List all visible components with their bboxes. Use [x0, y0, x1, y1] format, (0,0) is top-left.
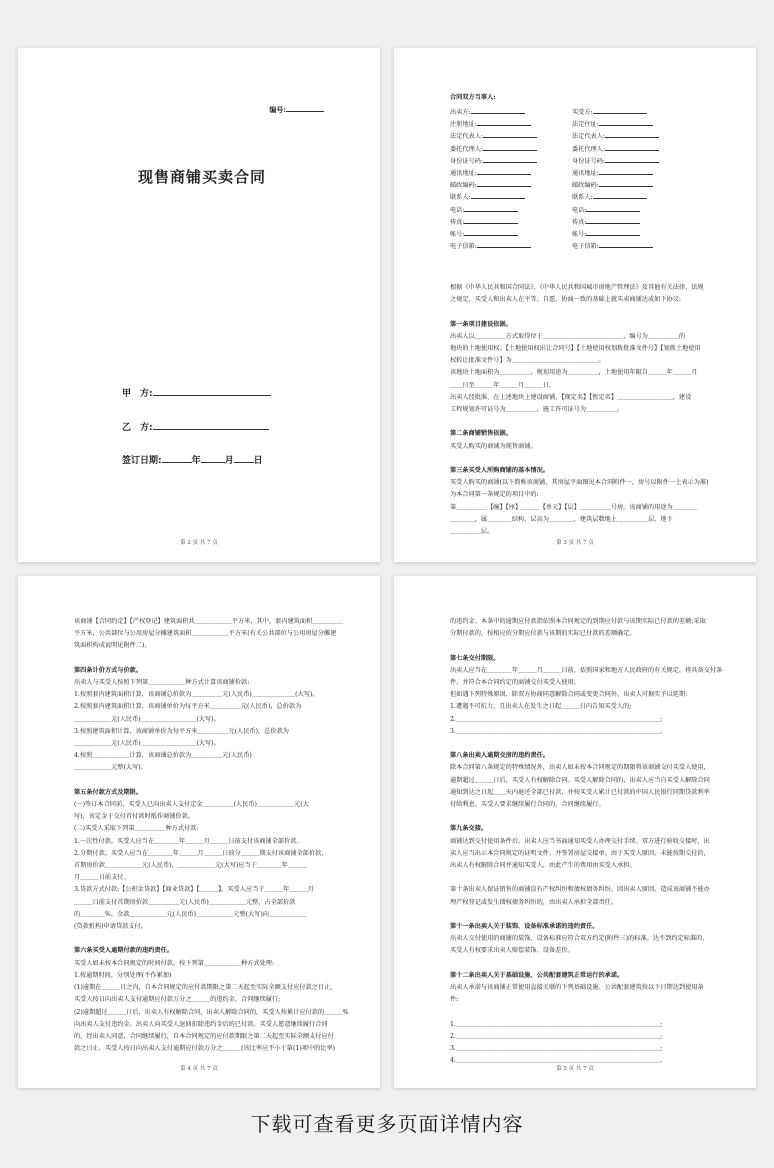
party-field — [572, 130, 659, 142]
party-field-label: 出卖方: — [450, 109, 471, 116]
body-line: 4.＿＿＿＿＿＿＿＿＿＿＿＿＿＿＿＿＿＿＿＿＿＿＿＿＿＿＿＿＿＿＿＿＿。 — [450, 1057, 667, 1065]
body-line: 2.＿＿＿＿＿＿＿＿＿＿＿＿＿＿＿＿＿＿＿＿＿＿＿＿＿＿＿＿＿＿＿＿＿; — [450, 715, 663, 723]
sign-date-label: 签订日期: — [122, 456, 162, 466]
party-a-blank — [153, 386, 271, 396]
party-field-blank — [471, 106, 525, 114]
contract-number-blank — [286, 104, 324, 112]
party-field — [572, 179, 659, 191]
body-line: 为本合同第一条规定的项目中的: — [450, 491, 539, 499]
body-line: 筑面积构成说明见附件二)。 — [74, 642, 151, 650]
page-cover — [18, 48, 380, 562]
party-field — [450, 130, 537, 142]
body-line: 出卖人与买受人按照下列第＿＿＿＿＿＿种方式计算该商铺价款: — [74, 679, 250, 687]
body-line: (一)签订本合同前，买受人已向出卖人支付定金＿＿＿＿＿(人民币)＿＿＿＿＿＿元(大 — [74, 801, 309, 809]
body-line: 件，并符合本合同约定的商铺交付买受人使用。 — [450, 679, 580, 687]
party-field-blank — [599, 179, 653, 187]
body-line: 4.按照＿＿＿＿＿＿计算，该商铺总价款为＿＿＿＿＿元(人民币) — [74, 752, 252, 760]
body-line: 的，经出卖人同意，合同继续履行，自本合同规定的应付款期限之第二天起至实际全额支付应付 — [74, 1032, 334, 1040]
party-field — [450, 179, 537, 191]
body-line: ＿＿＿＿，属＿＿＿＿结构，层高为＿＿＿＿，建筑层数地上＿＿＿＿＿层，地下 — [450, 515, 673, 523]
party-field-blank — [464, 228, 518, 236]
party-field-label: 电子信箱: — [450, 243, 477, 251]
party-field — [572, 191, 659, 203]
body-line: 出卖人以＿＿＿＿＿方式取得位于＿＿＿＿＿＿＿＿＿＿＿＿＿，编号为＿＿＿＿＿的 — [450, 332, 686, 340]
body-line: 地块的土地使用权。【土地使用权出让合同号】【土地使用权划拨批准文件号】【划拨土地使用 — [450, 345, 701, 353]
body-line: 2.＿＿＿＿＿＿＿＿＿＿＿＿＿＿＿＿＿＿＿＿＿＿＿＿＿＿＿＿＿＿＿＿＿; — [450, 1032, 663, 1040]
body-line: 买受人购买的商铺为现售商铺。 — [450, 442, 537, 450]
body-line: 款之日止，买受人按日向出卖人支付逾期应付款万分之＿＿＿(该比率应不小于第(1)项中的比率) — [74, 1045, 336, 1053]
body-line: 2.按照套内建筑面积计算，该商铺单价为每平方米＿＿＿＿＿元(人民币)，总价款为 — [74, 703, 302, 711]
article-heading: 第五条付款方式及期限。 — [74, 788, 143, 796]
party-field-label: 通讯地址: — [450, 170, 477, 178]
article-heading: 第一条项目建设依据。 — [450, 320, 512, 328]
body-line: 工程规划许可证号为＿＿＿＿＿，施工许可证号为＿＿＿＿＿。 — [450, 406, 624, 414]
body-line: ＿＿＿＿＿＿元(人民币)＿＿＿＿＿＿＿＿＿(大写)。 — [74, 715, 220, 723]
party-field-blank — [593, 106, 647, 114]
sign-date-line — [122, 453, 263, 466]
buyer-fields — [572, 106, 659, 252]
party-field-blank — [586, 216, 640, 224]
body-line: 买受人按日向出卖人支付逾期应付款万分之＿＿＿的违约金，合同继续履行; — [74, 996, 281, 1004]
party-field-label: 委托代理人: — [450, 145, 484, 153]
party-field-label: 电子信箱: — [572, 243, 599, 251]
body-line: 1.按照套内建筑面积计算，该商铺总价款为＿＿＿＿＿元(人民币)＿＿＿＿＿＿＿(大写)。 — [74, 691, 319, 699]
body-line — [450, 306, 726, 318]
party-field-label: 电话: — [572, 206, 587, 214]
body-line: ＿＿＿＿＿＿元整(大写)。 — [74, 764, 147, 772]
party-field — [450, 167, 537, 179]
party-field — [572, 167, 659, 179]
body-line: 出卖人交付使用的商铺的装饰、设备标准应符合双方约定(附件三)的标准。达不到约定标准的， — [450, 935, 709, 943]
body-line: 买受人如未按本合同规定的时间付款，按下列第＿＿＿＿＿＿种方式处理: — [74, 959, 275, 967]
body-line: 通知到达之日起＿＿天内退还全部已付款，并按买受人累计已付款的中国人民银行同期贷款利率 — [450, 788, 710, 796]
page-5-body — [450, 616, 726, 1068]
body-line: (贷款机构)申请贷款支付。 — [74, 923, 147, 931]
party-b-blank — [153, 420, 269, 430]
party-field — [450, 118, 537, 130]
body-line: ＿＿日至＿＿＿年＿＿＿月＿＿＿日。 — [450, 381, 556, 389]
body-line: 除本合同第八条规定的特殊情况外，出卖人如未按本合同规定的期限将该商铺交付买受人使用， — [450, 764, 710, 772]
party-field-label: 身份证号码: — [450, 157, 484, 165]
party-field-blank — [471, 191, 525, 199]
party-field-label: 联系人: — [450, 194, 471, 202]
party-field-blank — [586, 204, 640, 212]
party-field-label: 通讯地址: — [572, 170, 599, 178]
body-line: 权转让批准文件号】为＿＿＿＿＿＿＿＿＿＿＿＿＿＿。 — [450, 357, 605, 365]
contract-number — [269, 104, 324, 115]
body-line: 首期房价款＿＿＿＿＿＿元(人民币)，＿＿＿＿＿＿元(大写)应当于＿＿＿＿年＿＿＿ — [74, 862, 307, 870]
article-heading: 第九条交接。 — [450, 825, 488, 833]
party-field — [572, 143, 659, 155]
body-line: 3.＿＿＿＿＿＿＿＿＿＿＿＿＿＿＿＿＿＿＿＿＿＿＿＿＿＿＿＿＿＿＿＿＿; — [450, 1045, 663, 1053]
body-line: 卖人应当出示本合同规定的证明文件，并签署房屋交接单。由于买受人原因，未能按期交付的， — [450, 849, 710, 857]
body-line: 根据《中华人民共和国合同法》、《中华人民共和国城市房地产管理法》及其他有关法律、法规 — [450, 284, 704, 291]
party-field-label: 传真: — [450, 218, 465, 226]
party-field-label: 法定代表人: — [572, 133, 606, 141]
party-field-label: 邮政编码: — [450, 182, 477, 190]
day-label: 日 — [253, 456, 263, 466]
party-field-blank — [605, 143, 659, 151]
body-line — [74, 653, 350, 665]
body-line: 出卖人有权解除合同并通知买受人，由此产生的费用由买受人承担。 — [450, 862, 636, 870]
party-field-label: 帐号: — [572, 231, 587, 239]
page-5 — [394, 576, 756, 1088]
party-field — [450, 240, 537, 252]
body-line: 理产权登记或发生债权债务纠纷的，由出卖人承担全部责任。 — [450, 898, 618, 906]
party-field-blank — [477, 167, 531, 175]
party-field-blank — [483, 143, 537, 151]
body-line: 第＿＿＿＿＿【幢】【座】＿＿＿【单元】【层】＿＿＿＿＿号房。该商铺的用途为＿＿＿＿ — [450, 503, 698, 511]
party-field-blank — [464, 216, 518, 224]
seller-fields — [450, 106, 537, 252]
body-line: ＿＿＿＿＿层。 — [450, 528, 494, 536]
party-field-blank — [483, 155, 537, 163]
party-b-line — [122, 420, 269, 433]
body-line: 平方米，公共部位与公用房屋分摊建筑面积＿＿＿＿＿＿平方米(有关公共部位与公用房屋分摊建 — [74, 630, 337, 638]
body-line — [450, 453, 726, 465]
party-field-blank — [599, 240, 653, 248]
party-field-blank — [477, 179, 531, 187]
year-blank — [162, 453, 192, 463]
party-field — [572, 228, 659, 240]
page-footer: 第 5 页 共 7 页 — [556, 1066, 594, 1072]
year-label: 年 — [191, 456, 201, 466]
party-field-blank — [605, 155, 659, 163]
party-field — [450, 143, 537, 155]
body-line: 1.遭遇不可抗力，且出卖人在发生之日起＿＿＿日内告知买受人的; — [450, 703, 632, 711]
party-field — [572, 216, 659, 228]
party-field-label: 法定代表人: — [450, 133, 484, 141]
page-3 — [394, 48, 756, 562]
body-line: 第十条出卖人保证销售的商铺没有产权纠纷和债权债务纠纷。因出卖人原因，造成该商铺不能办 — [450, 886, 710, 894]
page-4 — [18, 576, 380, 1088]
body-line: 1.按逾期时间，分别处理(不作累加) — [74, 971, 172, 979]
page-footer: 第 4 页 共 7 页 — [180, 1066, 218, 1072]
party-field-label: 电话: — [450, 206, 465, 214]
document-title: 现售商铺买卖合同 — [138, 168, 267, 186]
party-field — [572, 118, 659, 130]
body-line: 但如遇下列特殊原因，除双方协商同意解除合同或变更合同外，出卖人可据实予以延期: — [450, 691, 688, 699]
body-line: 2.分期付款。买受人应当在＿＿＿＿年＿＿＿月＿＿＿日前分＿＿＿期支付该商铺全部价款， — [74, 849, 328, 857]
body-line: 分期付款的，按相应的分期应付款与该期的实际已付款的差额确定。 — [450, 630, 636, 638]
body-line: 出卖人应当在＿＿＿＿年＿＿＿月＿＿＿日前，依照国家和地方人民政府的有关规定，将具备交付条 — [450, 666, 723, 674]
article-heading: 第六条买受人逾期付款的违约责任。 — [74, 947, 173, 955]
body-line: 逾期超过＿＿＿日后，买受人有权解除合同。买受人解除合同的，出卖人应当自买受人解除合同 — [450, 776, 710, 784]
body-line: 写)，该定金于交付首付款时抵作商铺价款。 — [74, 813, 194, 821]
party-field-blank — [593, 191, 647, 199]
party-field-blank — [477, 118, 531, 126]
article-heading: 第八条出卖人逾期交房的违约责任。 — [450, 752, 549, 760]
party-field — [572, 155, 659, 167]
body-line: 向出卖人支付违约金。出卖人向买受人退回扣除违约金后的已付款。买受人愿意继续履行合同 — [74, 1020, 328, 1028]
party-field-label: 法定住址: — [572, 121, 599, 129]
body-line: 买受人购买的商铺(以下简称该商铺，其房屋平面图见本合同附件一，房号以附件一上表示为准) — [450, 479, 709, 487]
body-line: 3.按照建筑面积计算，该商铺单价为每平方米＿＿＿＿＿元(人民币)，总价款为 — [74, 727, 289, 735]
body-line — [450, 811, 726, 823]
party-field-label: 邮政编码: — [572, 182, 599, 190]
party-field-blank — [599, 118, 653, 126]
body-line — [450, 738, 726, 750]
body-line: 商铺达到交付使用条件后，出卖人应当书面通知买受人办理交付手续。双方进行验收交接时，出 — [450, 837, 710, 845]
body-line: 该商铺【合同约定】【产权登记】建筑面积共＿＿＿＿＿＿平方米，其中，套内建筑面积＿＿＿＿＿ — [74, 618, 344, 625]
body-line — [450, 416, 726, 428]
body-line: 该地块土地面积为＿＿＿＿＿，规划用途为＿＿＿＿＿，土地使用年限自＿＿＿年＿＿＿月 — [450, 369, 698, 377]
body-line: (二)买受人采取下列第＿＿＿＿＿种方式付款: — [74, 825, 199, 833]
party-field — [450, 155, 537, 167]
month-blank — [201, 453, 225, 463]
page-footer: 第 2 页 共 7 页 — [180, 540, 218, 546]
day-blank — [234, 453, 254, 463]
body-line: 付给利息。买受人要求继续履行合同的，合同继续履行。 — [450, 801, 605, 809]
page-4-body — [74, 616, 350, 1055]
download-caption[interactable]: 下载可查看更多页面详情内容 — [250, 1112, 524, 1136]
party-field — [572, 204, 659, 216]
party-field — [450, 106, 537, 118]
body-line — [450, 1007, 726, 1019]
party-b-label: 乙 方: — [122, 423, 153, 433]
body-line: 出卖人经批准，在上述地块上建设商铺，【现定名】【暂定名】＿＿＿＿＿＿＿＿＿，建设 — [450, 393, 692, 401]
party-field — [450, 228, 537, 240]
body-line: 的＿＿＿＿%，余款＿＿＿＿＿＿元(人民币)＿＿＿＿＿＿元整(大写)向＿＿＿＿＿＿ — [74, 910, 307, 918]
party-a-line — [122, 386, 271, 399]
contract-number-label: 编号: — [269, 105, 286, 114]
body-line: 月＿＿＿日前支付。 — [74, 874, 130, 882]
article-heading: 第七条交付期限。 — [450, 654, 500, 662]
party-field-blank — [477, 240, 531, 248]
party-field-blank — [599, 167, 653, 175]
body-line: ＿＿＿日前支付首期房价款＿＿＿＿＿元(人民币)＿＿＿＿＿＿元整，占全部价款 — [74, 898, 296, 906]
party-field-label: 委托代理人: — [572, 145, 606, 153]
party-field-label: 联系人: — [572, 194, 593, 202]
party-field — [450, 204, 537, 216]
article-heading: 第十一条出卖人关于装饰、设备标准承诺的违约责任。 — [450, 923, 599, 931]
body-line — [450, 872, 726, 884]
party-a-label: 甲 方: — [122, 389, 153, 399]
body-line — [450, 958, 726, 970]
page-footer: 第 3 页 共 7 页 — [556, 540, 594, 546]
body-line: (1)逾期在＿＿＿日之内，自本合同规定的应付款期限之第二天起至实际全额支付应付款之日止， — [74, 984, 337, 992]
body-line: 件: — [450, 996, 459, 1004]
article-heading: 第三条买受人所购商铺的基本情况。 — [450, 467, 549, 475]
party-field-label: 买受方: — [572, 109, 593, 116]
party-field — [450, 216, 537, 228]
party-field — [450, 191, 537, 203]
body-line: (2)逾期超过＿＿＿日后，出卖人有权解除合同。出卖人解除合同的，买受人按累计应付款的＿＿＿% — [74, 1008, 349, 1016]
article-heading: 第四条计价方式与价款。 — [74, 666, 143, 674]
body-line — [450, 909, 726, 921]
party-field-label: 传真: — [572, 218, 587, 226]
body-line: ＿＿＿＿＿＿元(人民币)＿＿＿＿＿＿＿＿＿(大写)。 — [74, 740, 220, 748]
page-3-body — [450, 282, 726, 538]
body-line: 1.一次性付款。买受人应当在＿＿＿＿年＿＿＿月＿＿＿日前支付该商铺全部价款。 — [74, 837, 303, 845]
party-field-label: 帐号: — [450, 231, 465, 239]
party-field-label: 身份证号码: — [572, 157, 606, 165]
party-field-blank — [605, 130, 659, 138]
body-line: 买受人有权要求出卖人赔偿装饰、设备差价。 — [450, 947, 574, 955]
party-field-blank — [586, 228, 640, 236]
parties-heading: 合同双方当事人: — [450, 94, 496, 101]
party-field — [572, 106, 659, 118]
party-field — [572, 240, 659, 252]
body-line — [450, 640, 726, 652]
body-line — [74, 933, 350, 945]
body-line: 3.贷款方式付款:【公积金贷款】【商业贷款】【＿＿＿】。买受人应当于＿＿＿年＿＿＿月 — [74, 886, 314, 894]
body-line: 3.＿＿＿＿＿＿＿＿＿＿＿＿＿＿＿＿＿＿＿＿＿＿＿＿＿＿＿＿＿＿＿＿＿。 — [450, 727, 667, 735]
party-field-blank — [483, 130, 537, 138]
article-heading: 第二条商铺销售依据。 — [450, 430, 512, 438]
body-line: 1.＿＿＿＿＿＿＿＿＿＿＿＿＿＿＿＿＿＿＿＿＿＿＿＿＿＿＿＿＿＿＿＿＿; — [450, 1020, 663, 1028]
article-heading: 第十二条出卖人关于基础设施、公共配套建筑正常运行的承诺。 — [450, 971, 624, 979]
party-field-label: 注册地址: — [450, 121, 477, 129]
body-line: 之规定，买受人和出卖人在平等、自愿、协商一致的基础上就买卖商铺达成如下协议: — [450, 296, 682, 304]
body-line — [74, 775, 350, 787]
party-field-blank — [464, 204, 518, 212]
month-label: 月 — [224, 456, 234, 466]
body-line: 的违约金。本条中的逾期应付款指依照本合同规定的到期应付款与该期实际已付款的差额;采取 — [450, 618, 706, 625]
body-line: 出卖人承诺与该商铺正常使用直接关联的下列基础设施、公共配套建筑按以下日期达到使用条 — [450, 984, 704, 992]
